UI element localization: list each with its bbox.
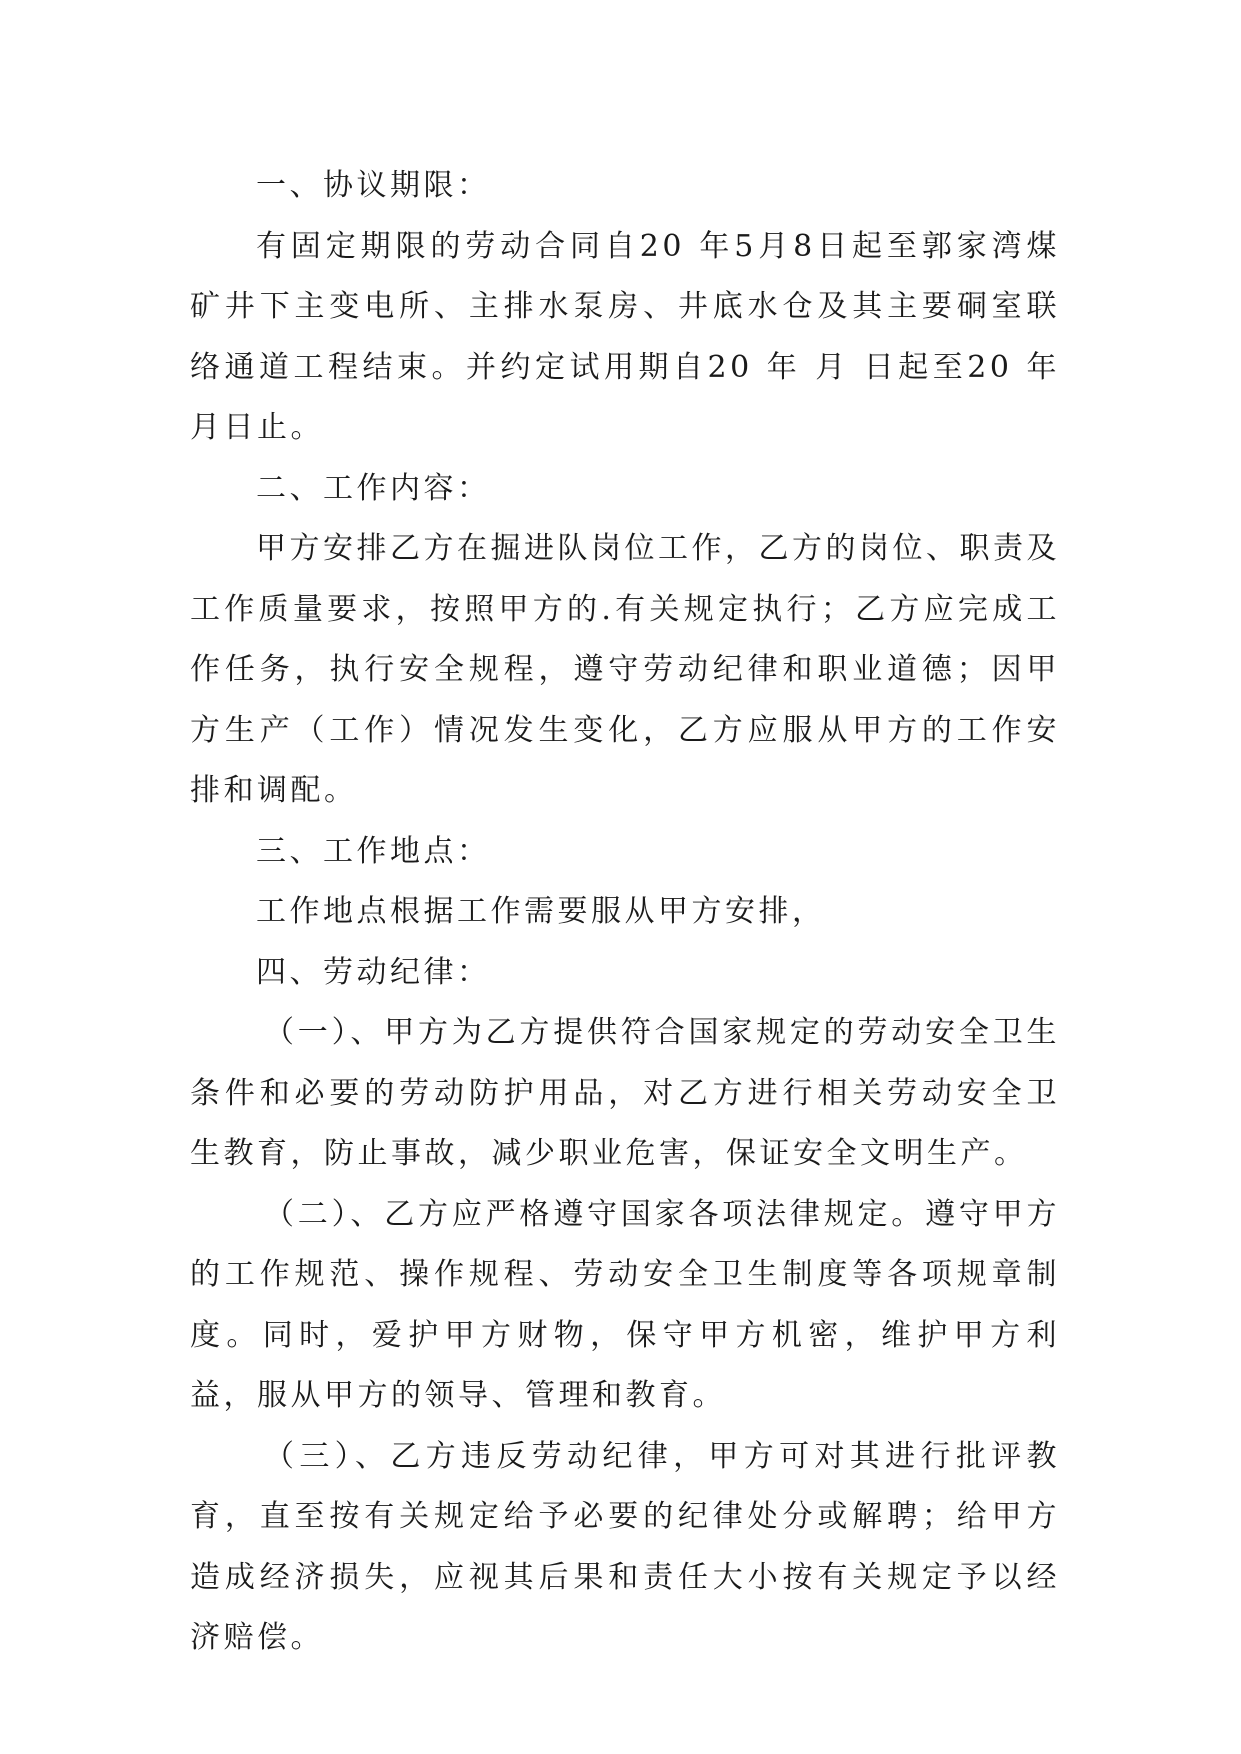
paragraph-discipline-2: （二）、乙方应严格遵守国家各项法律规定。遵守甲方的工作规范、操作规程、劳动安全卫生制度等各项规章制度。同时，爱护甲方财物，保守甲方机密，维护甲方利益，服从甲方的领导、管理和教育。 [190,1196,1060,1413]
paragraph-work-content: 甲方安排乙方在掘进队岗位工作，乙方的岗位、职责及工作质量要求，按照甲方的.有关规定执行；乙方应完成工作任务，执行安全规程，遵守劳动纪律和职业道德；因甲方生产（工作）情况发生变化，乙方应服从甲方的工作安排和调配。 [190,531,1060,808]
paragraph-discipline-3: （三）、乙方违反劳动纪律，甲方可对其进行批评教育，直至按有关规定给予必要的纪律处分或解聘；给甲方造成经济损失，应视其后果和责任大小按有关规定予以经济赔偿。 [190,1438,1060,1655]
paragraph-discipline-1: （一）、甲方为乙方提供符合国家规定的劳动安全卫生条件和必要的劳动防护用品，对乙方进行相关劳动安全卫生教育，防止事故，减少职业危害，保证安全文明生产。 [190,1015,1060,1171]
paragraph-term: 有固定期限的劳动合同自20 年5月8日起至郭家湾煤矿井下主变电所、主排水泵房、井底水仓及其主要硐室联络通道工程结束。并约定试用期自20 年 月 日起至20 年 月日止。 [190,228,1060,445]
section-heading-labor-discipline: 四、劳动纪律： [256,954,491,990]
section-heading-work-content: 二、工作内容： [256,470,491,506]
section-heading-work-location: 三、工作地点： [256,833,491,869]
section-heading-term: 一、协议期限： [256,168,491,203]
document-body [190,156,1060,1669]
paragraph-work-location: 工作地点根据工作需要服从甲方安排， [256,894,826,929]
